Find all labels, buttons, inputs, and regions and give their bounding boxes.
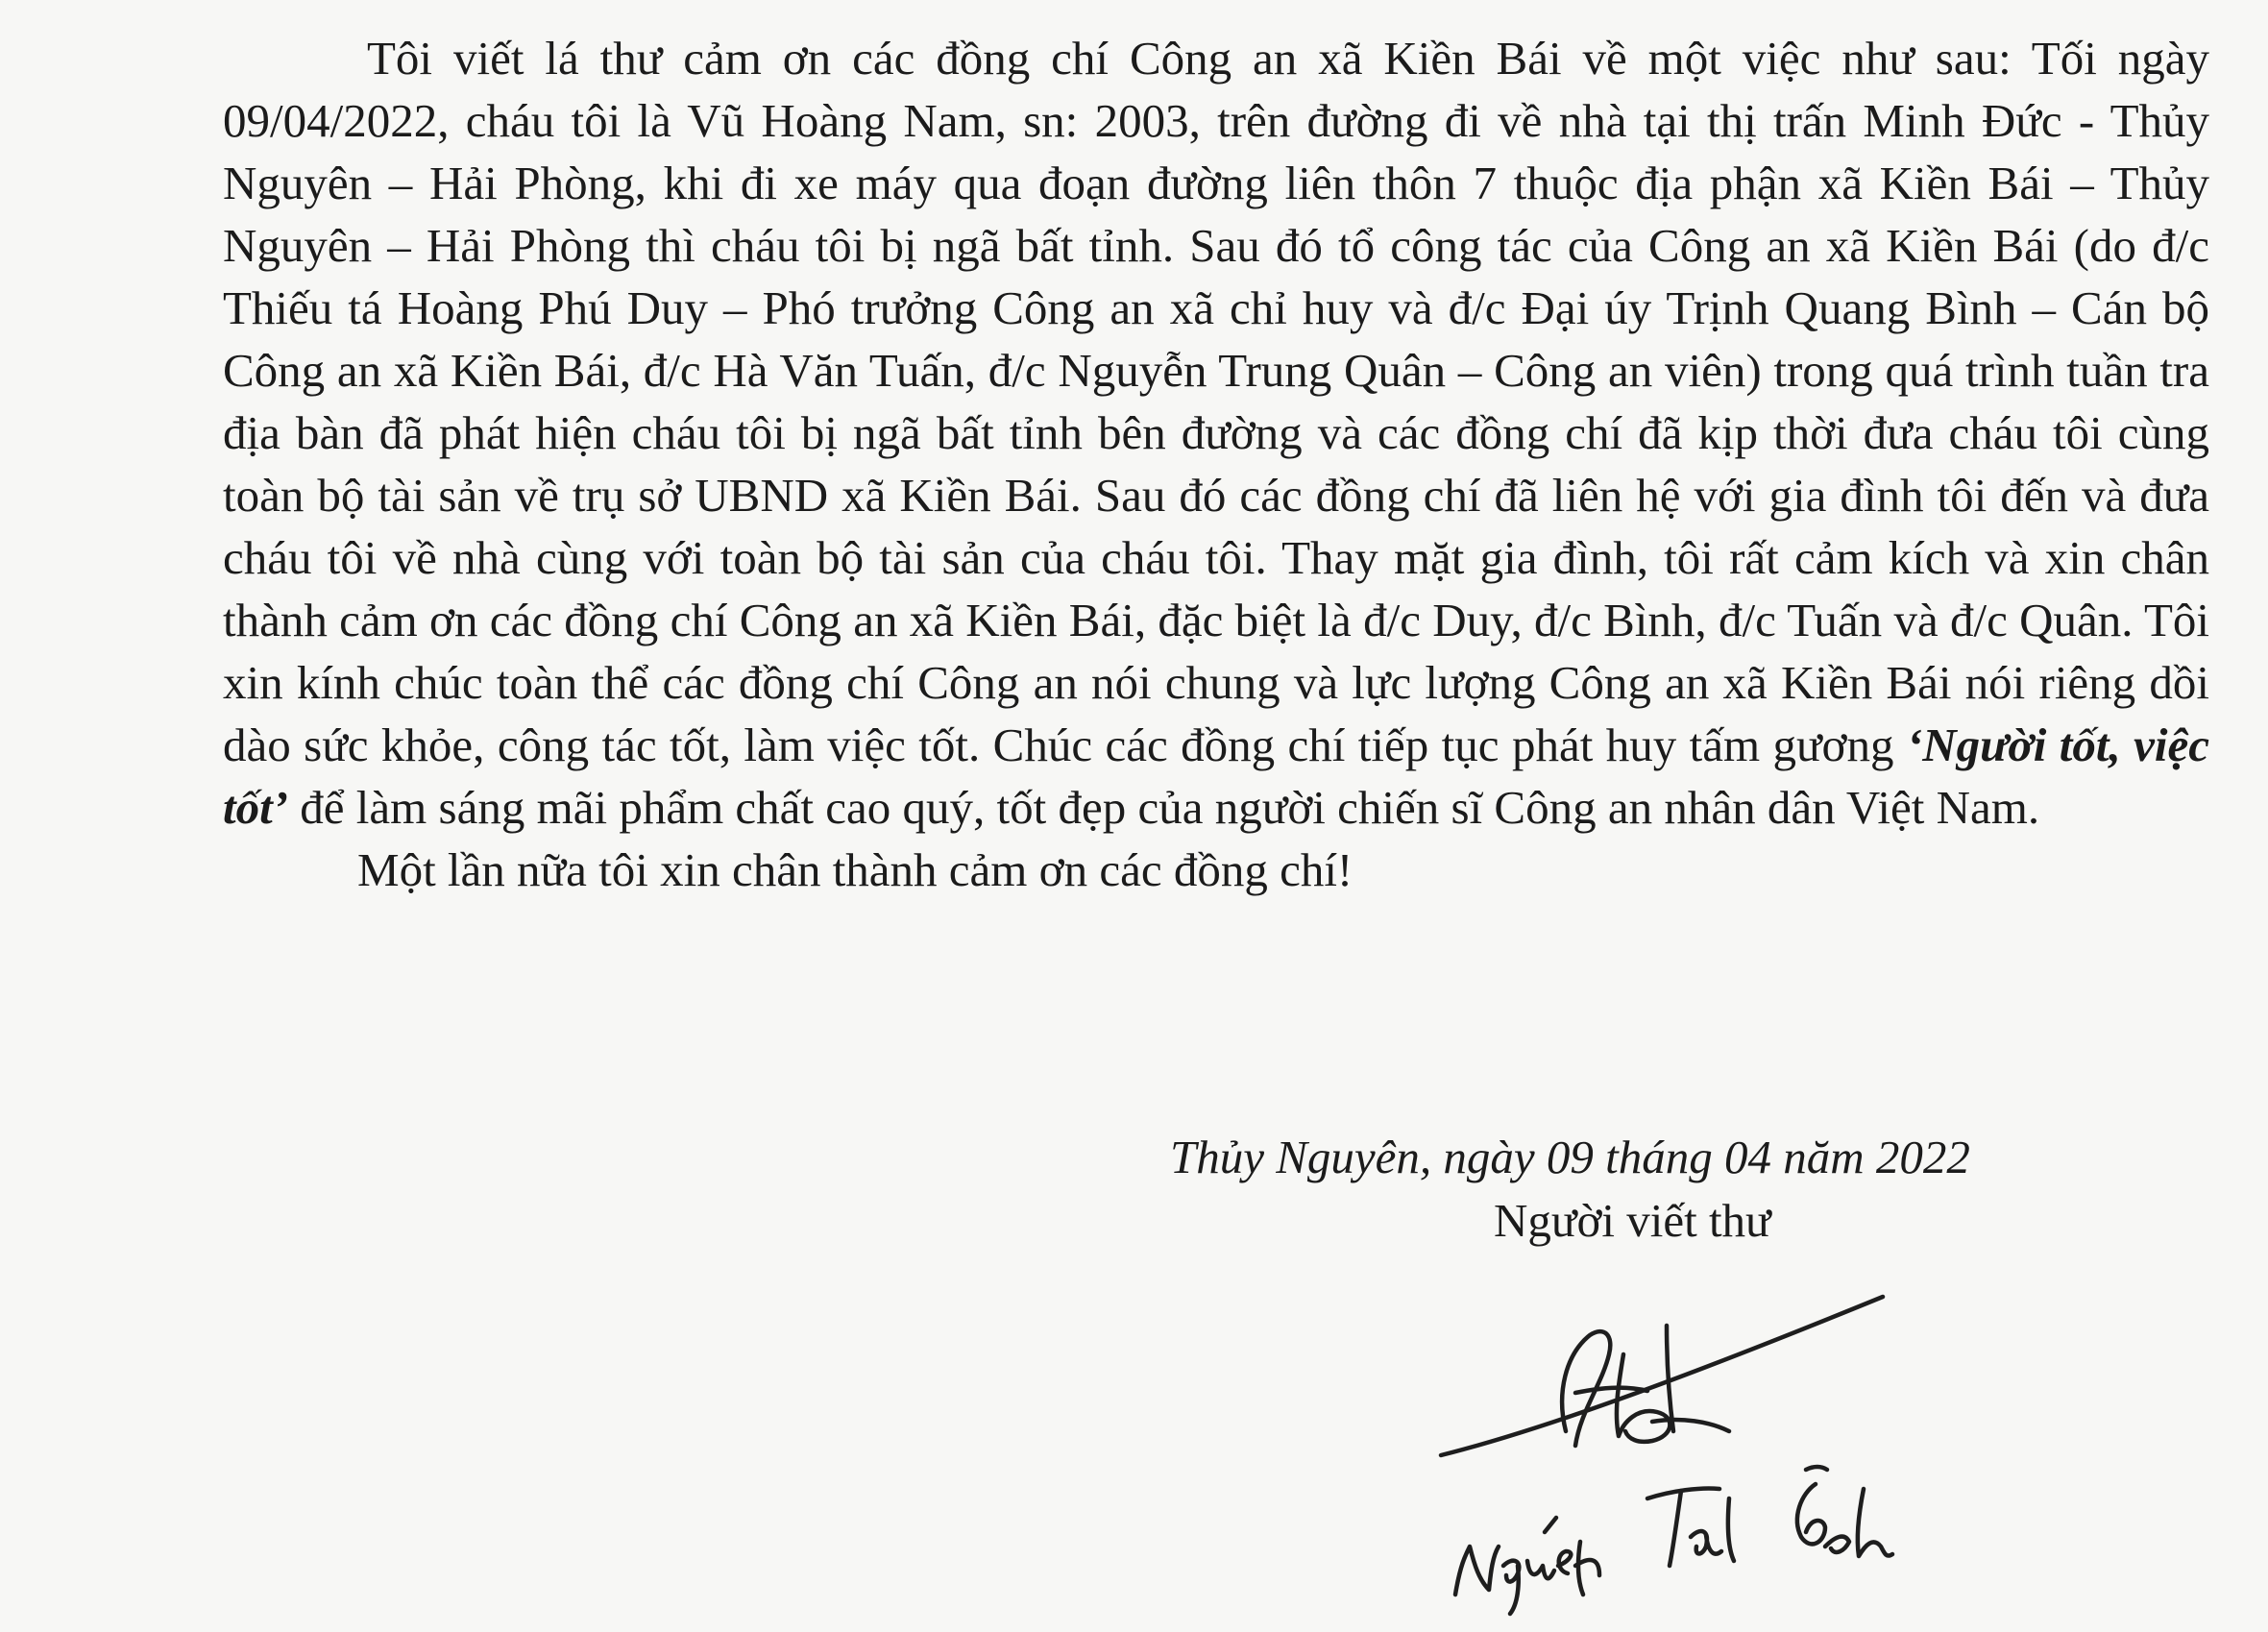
letter-body [223, 27, 2209, 901]
signer-label: Người viết thư [1494, 1194, 1771, 1247]
slogan-emphasis: ‘Người tốt, việc tốt’ [223, 719, 2209, 834]
paragraph-text-part-1: Tôi viết lá thư cảm ơn các đồng chí Công an xã Kiền Bái về một việc như sau: Tối ngày 09/04/2022, cháu tôi là Vũ Hoàng Nam, sn: 2003, trên đường đi về nhà tại thị trấn Minh Đức - Thủy Nguyên – Hải Phòng, khi đi xe máy qua đoạn đường liên thôn 7 thuộc địa phận xã Kiền Bái – Thủy Nguyên – Hải Phòng thì cháu tôi bị ngã bất tỉnh. Sau đó tổ công tác của Công an xã Kiền Bái (do đ/c Thiếu tá Hoàng Phú Duy – Phó trưởng Công an xã chỉ huy và đ/c Đại úy Trịnh Quang Bình – Cán bộ Công an xã Kiền Bái, đ/c Hà Văn Tuấn, đ/c Nguyễn Trung Quân – Công an viên) trong quá trình tuần tra địa bàn đã phát hiện cháu tôi bị ngã bất tỉnh bên đường và các đồng chí đã kịp thời đưa cháu tôi cùng toàn bộ tài sản về trụ sở UBND xã Kiền Bái. Sau đó các đồng chí đã liên hệ với gia đình tôi đến và đưa cháu tôi về nhà cùng với toàn bộ tài sản của cháu tôi. Thay mặt gia đình, tôi rất cảm kích và xin chân thành cảm ơn các đồng chí Công an xã Kiền Bái, đặc biệt là đ/c Duy, đ/c Bình, đ/c Tuấn và đ/c Quân. Tôi xin kính chúc toàn thể các đồng chí Công an nói chung và lực lượng Công an xã Kiền Bái nói riêng dồi dào sức khỏe, công tác tốt, làm việc tốt. Chúc các đồng chí tiếp tục phát huy tấm gương [223, 32, 2209, 771]
letter-paragraph [223, 27, 2209, 839]
paragraph-text-part-2: để làm sáng mãi phẩm chất cao quý, tốt đẹp của người chiến sĩ Công an nhân dân Việt Nam. [288, 781, 2040, 834]
closing-line: Một lần nữa tôi xin chân thành cảm ơn các đồng chí! [357, 843, 1353, 896]
place-date-line: Thủy Nguyên, ngày 09 tháng 04 năm 2022 [1170, 1131, 1970, 1183]
handwritten-signature [1422, 1278, 1960, 1623]
